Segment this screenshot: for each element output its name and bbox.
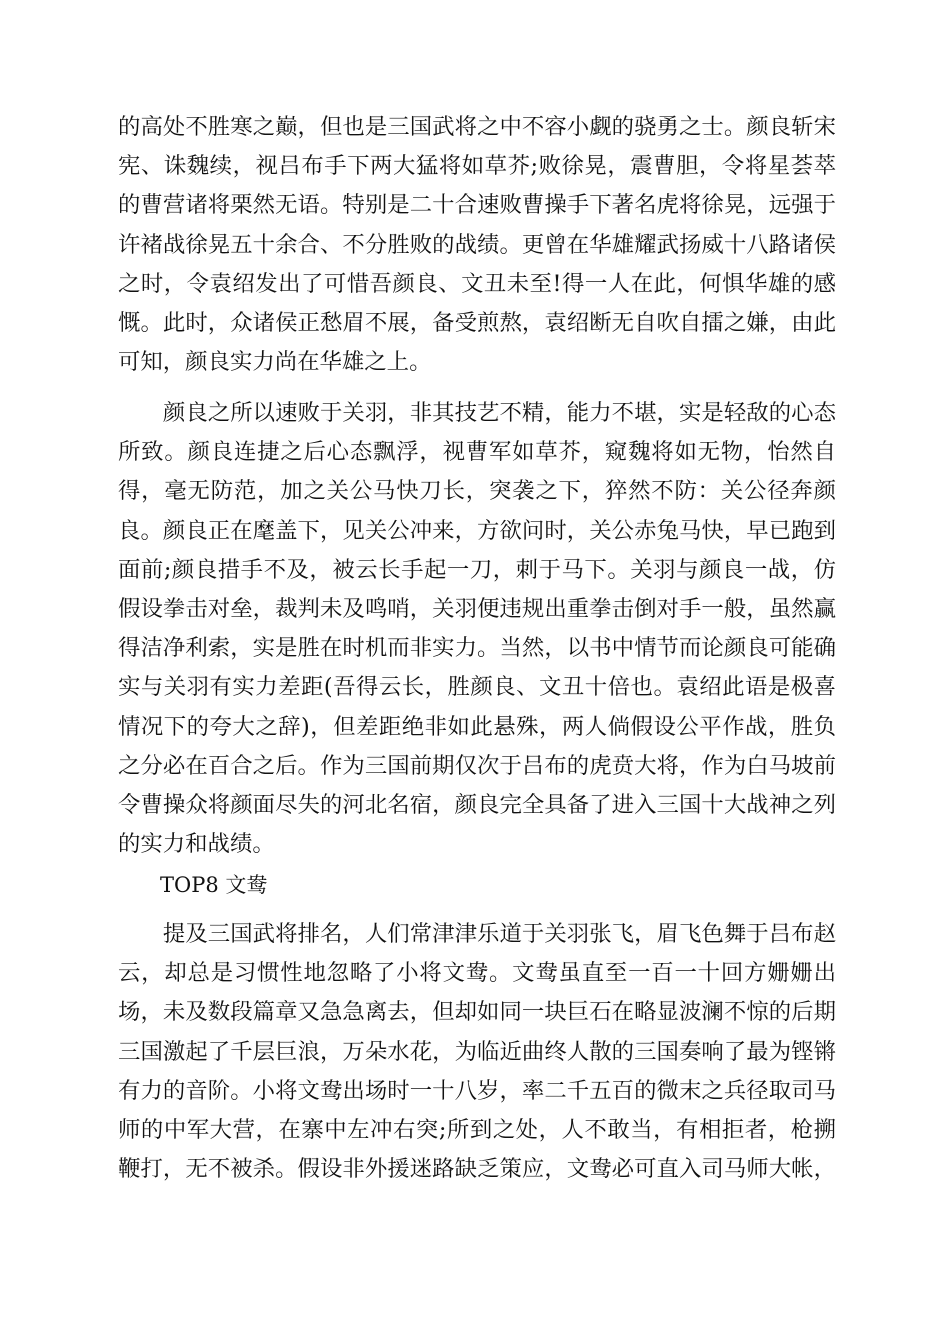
paragraph-wen-yang [118, 915, 836, 1189]
text-line: 云，却总是习惯性地忽略了小将文鸯。文鸯虽直至一百一十回方姗姗出 [118, 960, 836, 987]
text-line: 的高处不胜寒之巅，但也是三国武将之中不容小觑的骁勇之士。颜良斩宋 [118, 114, 836, 140]
text-line: 宪、诛魏续，视吕布手下两大猛将如草芥;败徐晃，震曹胆，令将星荟萃 [118, 153, 836, 180]
text-line: 许褚战徐晃五十余合、不分胜败的战绩。更曾在华雄耀武扬威十八路诸侯 [118, 231, 836, 258]
text-line: 良。颜良正在麾盖下，见关公冲来，方欲问时，关公赤兔马快，早已跑到 [118, 517, 836, 544]
text-line: 提及三国武将排名，人们常津津乐道于关羽张飞，眉飞色舞于吕布赵 [118, 921, 836, 947]
text-line: 颜良之所以速败于关羽，非其技艺不精，能力不堪，实是轻敌的心态 [118, 400, 836, 426]
text-line: 师的中军大营，在寨中左冲右突;所到之处，人不敢当，有相拒者，枪搠 [118, 1116, 836, 1143]
text-line: 假设拳击对垒，裁判未及鸣哨，关羽便违规出重拳击倒对手一般，虽然赢 [118, 595, 836, 622]
text-line: 情况下的夸大之辞)，但差距绝非如此悬殊，两人倘假设公平作战，胜负 [118, 713, 836, 740]
text-line: 得洁净利索，实是胜在时机而非实力。当然，以书中情节而论颜良可能确 [118, 635, 836, 662]
text-line: 的曹营诸将栗然无语。特别是二十合速败曹操手下著名虎将徐晃，远强于 [118, 192, 836, 219]
text-line: 鞭打，无不被杀。假设非外援迷路缺乏策应，文鸯必可直入司马师大帐， [118, 1156, 836, 1183]
text-line: 慨。此时，众诸侯正愁眉不展，备受煎熬，袁绍断无自吹自擂之嫌，由此 [118, 309, 836, 336]
paragraph-yan-liang-intro [118, 108, 836, 382]
text-line: 得，毫无防范，加之关公马快刀长，突袭之下，猝然不防：关公径奔颜 [118, 478, 836, 505]
text-line: 有力的音阶。小将文鸯出场时一十八岁，率二千五百的微末之兵径取司马 [118, 1077, 836, 1104]
paragraph-yan-liang-defeat [118, 394, 836, 864]
text-line: 的实力和战绩。 [118, 831, 275, 858]
text-line: 可知，颜良实力尚在华雄之上。 [118, 349, 432, 376]
text-line: 令曹操众将颜面尽失的河北名宿，颜良完全具备了进入三国十大战神之列 [118, 791, 836, 818]
text-line: 场，未及数段篇章又急急离去，但却如同一块巨石在略显波澜不惊的后期 [118, 999, 836, 1026]
text-line: 三国激起了千层巨浪，万朵水花，为临近曲终人散的三国奏响了最为铿锵 [118, 1038, 836, 1065]
text-line: 之时，令袁绍发出了可惜吾颜良、文丑未至!得一人在此，何惧华雄的感 [118, 270, 836, 297]
text-line: 所致。颜良连捷之后心态飘浮，视曹军如草芥，窥魏将如无物，怡然自 [118, 439, 836, 466]
section-heading-top8: TOP8 文鸯 [160, 873, 268, 897]
text-line: 面前;颜良措手不及，被云长手起一刀，刺于马下。关羽与颜良一战，仿 [118, 556, 836, 583]
text-line: 实与关羽有实力差距(吾得云长，胜颜良、文丑十倍也。袁绍此语是极喜 [118, 674, 836, 701]
text-line: 之分必在百合之后。作为三国前期仅次于吕布的虎贲大将，作为白马坡前 [118, 752, 836, 779]
